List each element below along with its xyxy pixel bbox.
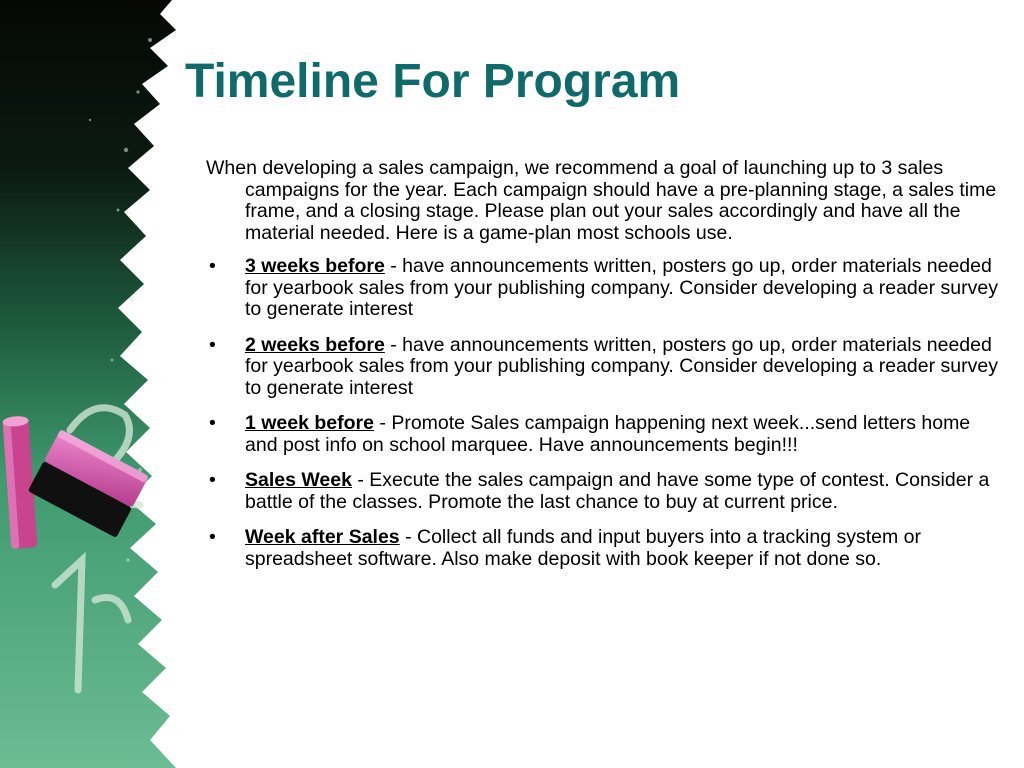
timeline-term: Sales Week [245, 469, 352, 491]
intro-paragraph: When developing a sales campaign, we recommend a goal of launching up to 3 sales campaigns for the year. Each campaign should have a pre-planning stage, a sales time frame, and a closing stage. Please plan out your sales accordingly and have all the material needed. Here is a game-plan most schools use. [206, 157, 997, 244]
bullet-icon: • [209, 526, 216, 548]
timeline-term: 2 weeks before [245, 333, 385, 356]
timeline-description: - Promote Sales campaign happening next week...send letters home and post info on school marquee. Have announcements begin!!! [245, 412, 971, 456]
timeline-term: Week after Sales [245, 526, 400, 548]
list-item [206, 256, 1006, 321]
timeline-description: - have announcements written, posters go up, order materials needed for yearbook sales from your publishing company. Consider developing a reader survey to generate interest [245, 333, 998, 399]
page-title: Timeline For Program [185, 55, 681, 108]
timeline-description: - Collect all funds and input buyers into a tracking system or spreadsheet software. Also make deposit with book keeper if not done so. [245, 526, 921, 570]
list-item [206, 413, 1006, 456]
list-item [206, 470, 1006, 513]
bullet-icon: • [209, 412, 216, 434]
timeline-description: - Execute the sales campaign and have some type of contest. Consider a battle of the classes. Promote the last chance to buy at current price. [245, 469, 990, 513]
timeline-term: 3 weeks before [245, 255, 385, 277]
bullet-icon: • [209, 333, 216, 356]
timeline-term: 1 week before [245, 412, 374, 434]
timeline-list [206, 256, 1006, 570]
list-item [206, 335, 1006, 400]
slide-body [206, 158, 1006, 584]
chalkboard-image [0, 0, 240, 768]
list-item [206, 527, 1006, 570]
timeline-description: - have announcements written, posters go up, order materials needed for yearbook sales from your publishing company. Consider developing a reader survey to generate interest [245, 255, 998, 320]
bullet-icon: • [209, 255, 216, 277]
bullet-icon: • [209, 469, 216, 491]
